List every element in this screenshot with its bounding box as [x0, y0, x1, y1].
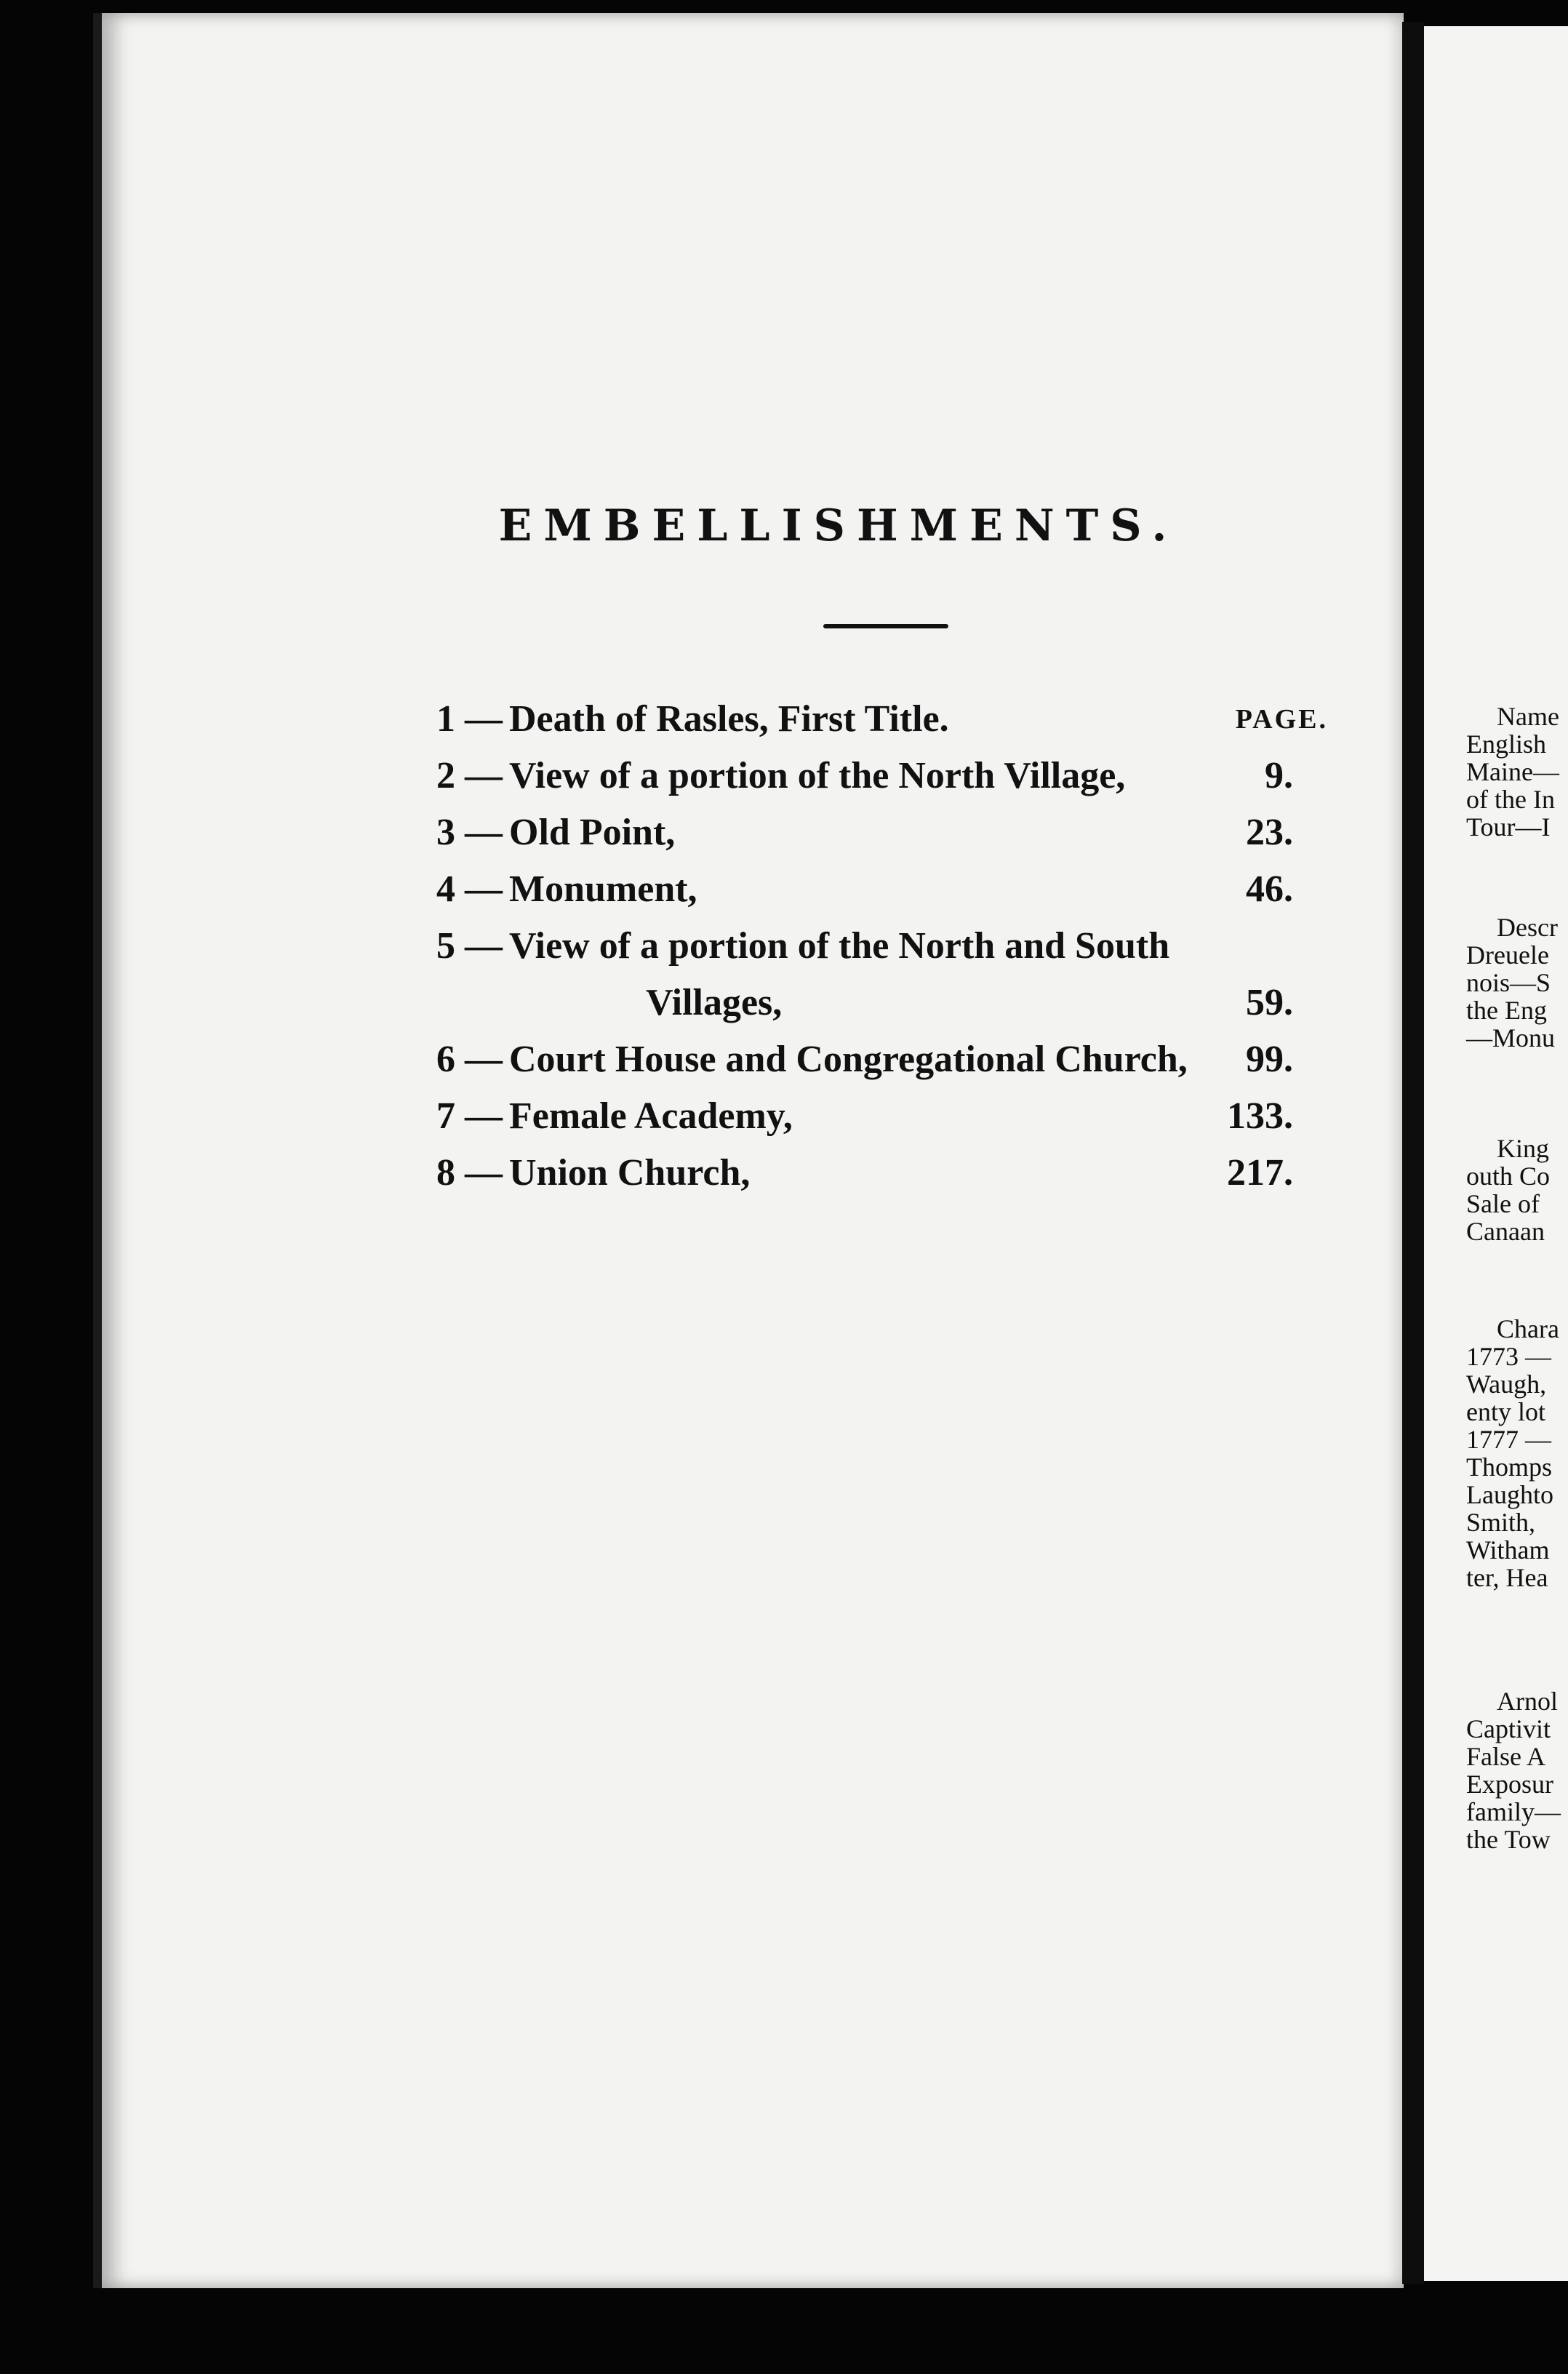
- fragment-line: nois—S: [1466, 968, 1551, 997]
- fragment-line: Dreuele: [1466, 940, 1549, 970]
- entry-number: 4: [436, 868, 455, 910]
- embellishments-list: [436, 691, 1338, 1202]
- entry-number: 1: [436, 698, 455, 740]
- entry-dash: —: [465, 868, 503, 910]
- fragment-line: Sale of: [1466, 1189, 1540, 1218]
- entry-label: View of a portion of the North Village,: [509, 755, 1126, 796]
- entry-dash: —: [465, 1152, 503, 1194]
- fragment-line: Thomps: [1466, 1452, 1553, 1482]
- right-page-block: [1466, 1315, 1559, 1591]
- right-page-block: [1466, 1135, 1550, 1245]
- fragment-line: Laughto: [1466, 1480, 1553, 1509]
- fragment-line: Arnol: [1497, 1687, 1558, 1716]
- fragment-line: Tour—I: [1466, 812, 1551, 842]
- list-item: [436, 1145, 1338, 1202]
- entry-label: Court House and Congregational Church,: [509, 1039, 1188, 1080]
- entry-label: Villages,: [646, 982, 783, 1023]
- entry-label: Female Academy,: [509, 1095, 793, 1137]
- right-page-block: [1466, 914, 1558, 1052]
- fragment-line: Captivit: [1466, 1714, 1551, 1743]
- fragment-line: 1777 —: [1466, 1425, 1551, 1454]
- entry-number: 8: [436, 1152, 455, 1194]
- fragment-line: outh Co: [1466, 1162, 1551, 1191]
- entry-page: 9.: [1265, 755, 1293, 796]
- fragment-line: family—: [1466, 1797, 1561, 1826]
- fragment-line: of the In: [1466, 785, 1555, 814]
- fragment-line: Exposur: [1466, 1770, 1553, 1799]
- list-item: [436, 918, 1338, 975]
- entry-page: 46.: [1246, 868, 1293, 910]
- entry-page: 59.: [1246, 982, 1293, 1023]
- fragment-line: Canaan: [1466, 1217, 1545, 1246]
- entry-number: 7: [436, 1095, 455, 1137]
- entry-number: 5: [436, 925, 455, 967]
- page-title: EMBELLISHMENTS.: [498, 500, 1179, 551]
- entry-number: 6: [436, 1039, 455, 1080]
- list-item: [436, 861, 1338, 918]
- page-column-label: PAGE.: [1235, 704, 1328, 735]
- entry-label: Monument,: [509, 868, 697, 910]
- fragment-line: Chara: [1497, 1314, 1559, 1343]
- entry-label: Old Point,: [509, 812, 676, 853]
- entry-page: 99.: [1246, 1039, 1293, 1080]
- entry-dash: —: [465, 1095, 503, 1137]
- list-item: [436, 748, 1338, 804]
- fragment-line: ter, Hea: [1466, 1563, 1548, 1592]
- fragment-line: Waugh,: [1466, 1370, 1547, 1399]
- entry-dash: —: [465, 698, 503, 740]
- fragment-line: Smith,: [1466, 1508, 1536, 1537]
- fragment-line: enty lot: [1466, 1397, 1545, 1426]
- list-item: [436, 1088, 1338, 1145]
- entry-dash: —: [465, 925, 503, 967]
- entry-label: Union Church,: [509, 1152, 751, 1194]
- fragment-line: English: [1466, 730, 1547, 759]
- entry-label: View of a portion of the North and South: [509, 925, 1170, 967]
- fragment-line: —Monu: [1466, 1023, 1556, 1052]
- fragment-line: Maine—: [1466, 757, 1559, 786]
- fragment-line: the Tow: [1466, 1825, 1551, 1854]
- entry-dash: —: [465, 1039, 503, 1080]
- entry-dash: —: [465, 755, 503, 796]
- right-page-block: [1466, 1687, 1561, 1853]
- list-item: [436, 804, 1338, 861]
- list-item-continuation: [436, 975, 1338, 1031]
- fragment-line: Name: [1497, 702, 1559, 731]
- entry-page: 133.: [1227, 1095, 1293, 1137]
- entry-dash: —: [465, 812, 503, 853]
- entry-label: Death of Rasles, First Title.: [509, 698, 949, 740]
- fragment-line: Descr: [1497, 913, 1558, 942]
- fragment-line: the Eng: [1466, 996, 1547, 1025]
- fragment-line: Witham: [1466, 1535, 1550, 1564]
- entry-page: 217.: [1227, 1152, 1293, 1194]
- book-gutter: [1402, 22, 1424, 2284]
- entry-number: 2: [436, 755, 455, 796]
- list-item: [436, 691, 1338, 748]
- right-page-block: [1466, 703, 1559, 841]
- list-item: [436, 1031, 1338, 1088]
- fragment-line: False A: [1466, 1742, 1546, 1771]
- fragment-line: 1773 —: [1466, 1342, 1551, 1371]
- entry-page: 23.: [1246, 812, 1293, 853]
- title-rule: [823, 624, 948, 628]
- fragment-line: King: [1497, 1134, 1549, 1163]
- entry-number: 3: [436, 812, 455, 853]
